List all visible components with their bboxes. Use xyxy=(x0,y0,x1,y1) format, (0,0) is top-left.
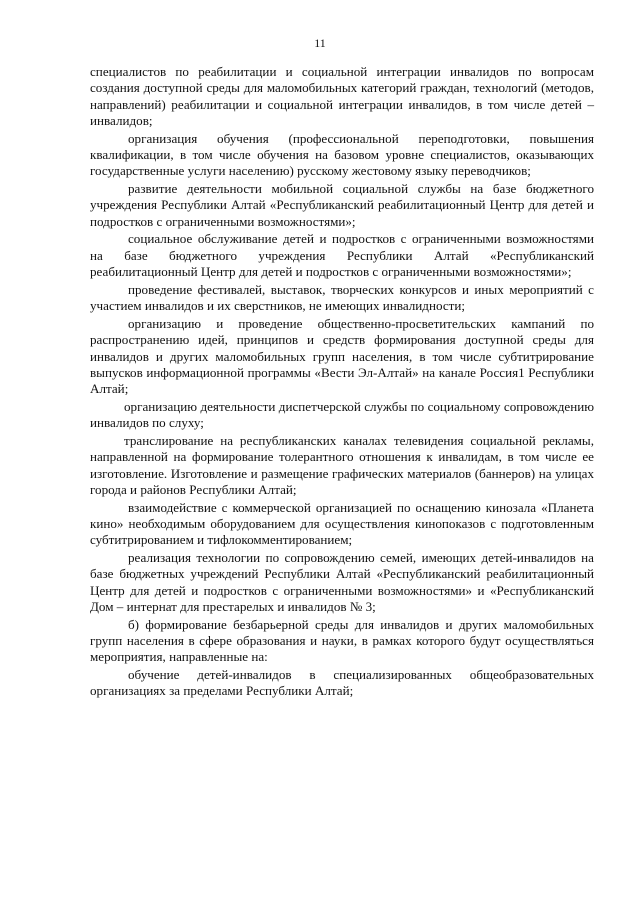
paragraph: организацию и проведение общественно-просветительских кампаний по распространению идей, принципов и средств формирования доступной среды для инвалидов и других маломобильных групп населения, в том числе субтитрирование выпусков информационной программы «Вести Эл-Алтай» на канале Россия1 Республики Алтай; xyxy=(90,315,594,397)
paragraph: обучение детей-инвалидов в специализированных общеобразовательных организациях за пределами Республики Алтай; xyxy=(90,667,594,699)
page-number: 11 xyxy=(314,36,326,50)
paragraph: транслирование на республиканских каналах телевидения социальной рекламы, направленной на формирование толерантного отношения к инвалидам, в том числе ее изготовление. Изготовление и размещение графических материалов (баннеров) на улицах города и районов Республики Алтай; xyxy=(90,433,594,497)
paragraph: взаимодействие с коммерческой организацией по оснащению кинозала «Планета кино» необходимым оборудованием для осуществления кинопоказов с подготовленным субтитрированием и тифлокомментированием; xyxy=(90,499,594,548)
paragraph: проведение фестивалей, выставок, творческих конкурсов и иных мероприятий с участием инвалидов и их сверстников, не имеющих инвалидности; xyxy=(90,281,594,314)
paragraph: специалистов по реабилитации и социальной интеграции инвалидов по вопросам создания доступной среды для маломобильных категорий граждан, технологий (методов, направлений) реабилитации и социальной интеграции инвалидов, в том числе детей – инвалидов; xyxy=(90,64,594,128)
document-body xyxy=(90,64,594,701)
paragraph: социальное обслуживание детей и подростков с ограниченными возможностями на базе бюджетного учреждения Республики Алтай «Республиканский реабилитационный Центр для детей и подростков с ограниченными возможностями»; xyxy=(90,231,594,280)
paragraph: организацию деятельности диспетчерской службы по социальному сопровождению инвалидов по слуху; xyxy=(90,398,594,431)
paragraph: развитие деятельности мобильной социальной службы на базе бюджетного учреждения Республики Алтай «Республиканский реабилитационный Центр для детей и подростков с ограниченными возможностями»; xyxy=(90,181,594,229)
paragraph: б) формирование безбарьерной среды для инвалидов и других маломобильных групп населения в сфере образования и науки, в рамках которого будут осуществляться мероприятия, направленные на: xyxy=(90,616,594,665)
paragraph: реализация технологии по сопровождению семей, имеющих детей-инвалидов на базе бюджетных учреждений Республики Алтай «Республиканский реабилитационный Центр для детей и подростков с ограниченными возможностями» и «Республиканский Дом – интернат для престарелых и инвалидов № 3; xyxy=(90,550,594,614)
paragraph: организация обучения (профессиональной переподготовки, повышения квалификации, в том числе обучения на базовом уровне специалистов, оказывающих государственные услуги населению) русскому жестовому языку переводчиков; xyxy=(90,130,594,179)
